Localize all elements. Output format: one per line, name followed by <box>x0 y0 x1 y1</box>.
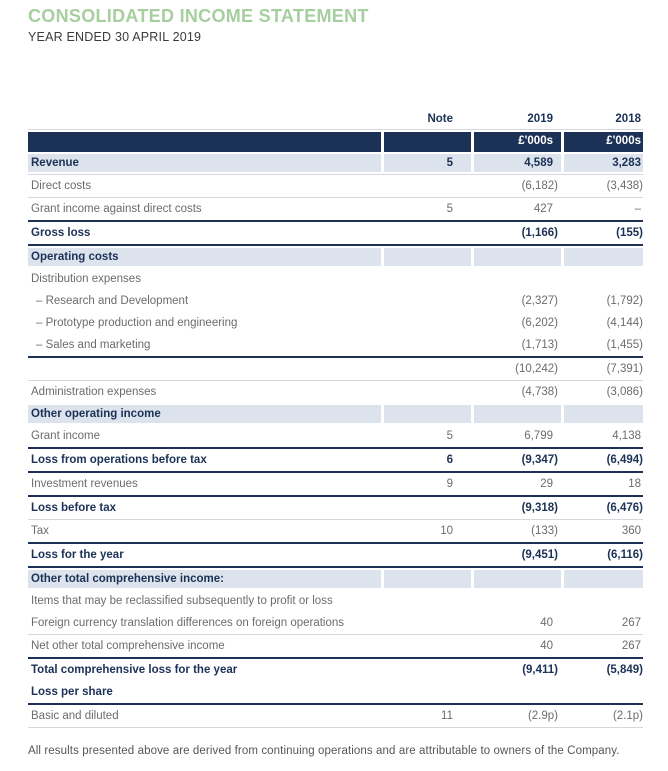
row-value-2018: 267 <box>561 612 643 635</box>
row-note <box>381 590 471 612</box>
table-row <box>28 472 643 496</box>
footnote-text: All results presented above are derived from continuing operations and are attributable to owners of the Company. <box>28 745 620 757</box>
row-value-2019: (9,347) <box>471 448 561 472</box>
row-value-2018: (6,116) <box>561 543 643 567</box>
table-row <box>28 612 643 635</box>
table-row <box>28 425 643 448</box>
page-title: CONSOLIDATED INCOME STATEMENT <box>28 6 369 26</box>
row-note <box>381 381 471 404</box>
row-label: Tax <box>28 520 381 544</box>
row-value-2018: (5,849) <box>606 664 643 676</box>
row-note <box>381 175 471 198</box>
table-row <box>28 312 643 334</box>
row-note: 5 <box>381 198 471 222</box>
row-label: – Research and Development <box>36 295 189 307</box>
table-row <box>28 381 643 404</box>
row-note <box>381 496 471 520</box>
row-value-2019: (9,318) <box>471 496 561 520</box>
row-label: Total comprehensive loss for the year <box>31 664 238 676</box>
row-label: Basic and diluted <box>28 704 381 728</box>
column-header-row <box>28 105 643 130</box>
row-label: Other operating income <box>28 403 381 425</box>
row-note <box>381 403 471 425</box>
units-2019: £'000s <box>471 130 561 153</box>
row-value-2019: 40 <box>471 635 561 659</box>
table-row <box>28 704 643 728</box>
row-label: Loss for the year <box>28 543 381 567</box>
section-row <box>28 403 643 425</box>
table-row <box>28 268 643 290</box>
row-value-2019: 40 <box>471 612 561 635</box>
row-value-2018: 3,283 <box>561 152 643 175</box>
table-row <box>28 635 643 659</box>
row-value-2018: (6,494) <box>561 448 643 472</box>
table-row <box>28 681 643 704</box>
table-row <box>28 590 643 612</box>
row-note <box>381 567 471 590</box>
row-label: Grant income <box>28 425 381 448</box>
row-note <box>381 268 471 290</box>
row-value-2018 <box>561 681 643 704</box>
row-value-2019: (9,411) <box>522 664 558 676</box>
row-label: Investment revenues <box>28 472 381 496</box>
row-value-2019 <box>471 590 561 612</box>
row-note <box>381 221 471 245</box>
row-value-2019 <box>471 681 561 704</box>
row-value-2019: (6,182) <box>471 175 561 198</box>
row-label: Items that may be reclassified subsequently to profit or loss <box>31 595 333 607</box>
section-row <box>28 245 643 268</box>
row-value-2018: (6,476) <box>561 496 643 520</box>
row-value-2018: 360 <box>561 520 643 544</box>
row-note <box>381 334 471 357</box>
units-2018: £'000s <box>561 130 643 153</box>
row-note: 5 <box>381 425 471 448</box>
row-label: – Prototype production and engineering <box>36 317 238 329</box>
row-value-2018: (7,391) <box>561 357 643 381</box>
row-value-2019: (9,451) <box>471 543 561 567</box>
row-value-2019 <box>471 268 561 290</box>
row-label: Distribution expenses <box>31 273 141 285</box>
table-row <box>28 290 643 312</box>
table-row <box>28 496 643 520</box>
row-value-2019: (1,166) <box>471 221 561 245</box>
row-label: Foreign currency translation differences on foreign operations <box>28 612 381 635</box>
row-value-2019: (1,713) <box>471 334 561 357</box>
row-note: 10 <box>381 520 471 544</box>
row-note <box>381 357 471 381</box>
row-value-2018 <box>561 590 643 612</box>
units-note <box>381 130 471 153</box>
header-2018: 2018 <box>561 105 643 130</box>
row-value-2018 <box>561 403 643 425</box>
table-row <box>28 448 643 472</box>
row-value-2019: (4,738) <box>521 386 558 398</box>
row-value-2018: 4,138 <box>561 425 643 448</box>
row-note <box>381 635 471 659</box>
row-note: 6 <box>381 448 471 472</box>
row-note <box>381 681 471 704</box>
row-value-2019: (10,242) <box>471 357 561 381</box>
row-value-2019: 6,799 <box>471 425 561 448</box>
units-spacer <box>28 130 381 153</box>
row-label: Loss per share <box>28 681 381 704</box>
row-label: Revenue <box>28 152 381 175</box>
section-row <box>28 567 643 590</box>
income-statement-table <box>28 105 643 728</box>
row-note <box>381 612 471 635</box>
row-value-2018: (4,144) <box>606 317 643 329</box>
row-label: Loss from operations before tax <box>28 448 381 472</box>
table-row <box>28 658 643 681</box>
table-row <box>28 152 643 175</box>
row-value-2019: 29 <box>471 472 561 496</box>
row-label: Gross loss <box>28 221 381 245</box>
table-row <box>28 334 643 357</box>
row-label: Other total comprehensive income: <box>28 567 381 590</box>
row-label: Administration expenses <box>31 386 157 398</box>
row-note: 11 <box>381 704 471 728</box>
table-row <box>28 520 643 544</box>
row-value-2018 <box>561 245 643 268</box>
row-label: Direct costs <box>28 175 381 198</box>
row-value-2019 <box>471 567 561 590</box>
row-value-2018: (1,792) <box>606 295 643 307</box>
row-note <box>381 543 471 567</box>
table-row <box>28 175 643 198</box>
row-value-2018: 18 <box>561 472 643 496</box>
row-label <box>28 357 381 381</box>
row-note <box>381 245 471 268</box>
row-note: 5 <box>381 152 471 175</box>
row-note: 9 <box>381 472 471 496</box>
row-value-2018 <box>561 268 643 290</box>
row-value-2019 <box>471 403 561 425</box>
row-value-2018: (1,455) <box>561 334 643 357</box>
units-row <box>28 130 643 153</box>
row-value-2019: 427 <box>471 198 561 222</box>
row-value-2019: (133) <box>471 520 561 544</box>
table-row <box>28 543 643 567</box>
row-label: Net other total comprehensive income <box>28 635 381 659</box>
row-value-2018: (155) <box>561 221 643 245</box>
row-value-2019: 4,589 <box>471 152 561 175</box>
row-value-2019: (2.9p) <box>471 704 561 728</box>
table-row <box>28 198 643 222</box>
row-value-2018: (3,438) <box>561 175 643 198</box>
row-value-2019 <box>471 245 561 268</box>
row-label: – Sales and marketing <box>28 334 381 357</box>
row-label: Grant income against direct costs <box>28 198 381 222</box>
row-value-2018: – <box>561 198 643 222</box>
page-subtitle: YEAR ENDED 30 APRIL 2019 <box>28 30 202 44</box>
row-label: Loss before tax <box>28 496 381 520</box>
header-note: Note <box>381 105 471 130</box>
row-note <box>381 290 471 312</box>
row-note <box>381 312 471 334</box>
table-row <box>28 357 643 381</box>
row-value-2018: (2.1p) <box>561 704 643 728</box>
row-label: Operating costs <box>28 245 381 268</box>
row-value-2018: (3,086) <box>606 386 643 398</box>
row-value-2019: (2,327) <box>521 295 558 307</box>
row-note <box>381 658 471 681</box>
table-row <box>28 221 643 245</box>
header-spacer <box>28 105 381 130</box>
row-value-2018: 267 <box>561 635 643 659</box>
header-2019: 2019 <box>471 105 561 130</box>
row-value-2019: (6,202) <box>521 317 558 329</box>
row-value-2018 <box>561 567 643 590</box>
